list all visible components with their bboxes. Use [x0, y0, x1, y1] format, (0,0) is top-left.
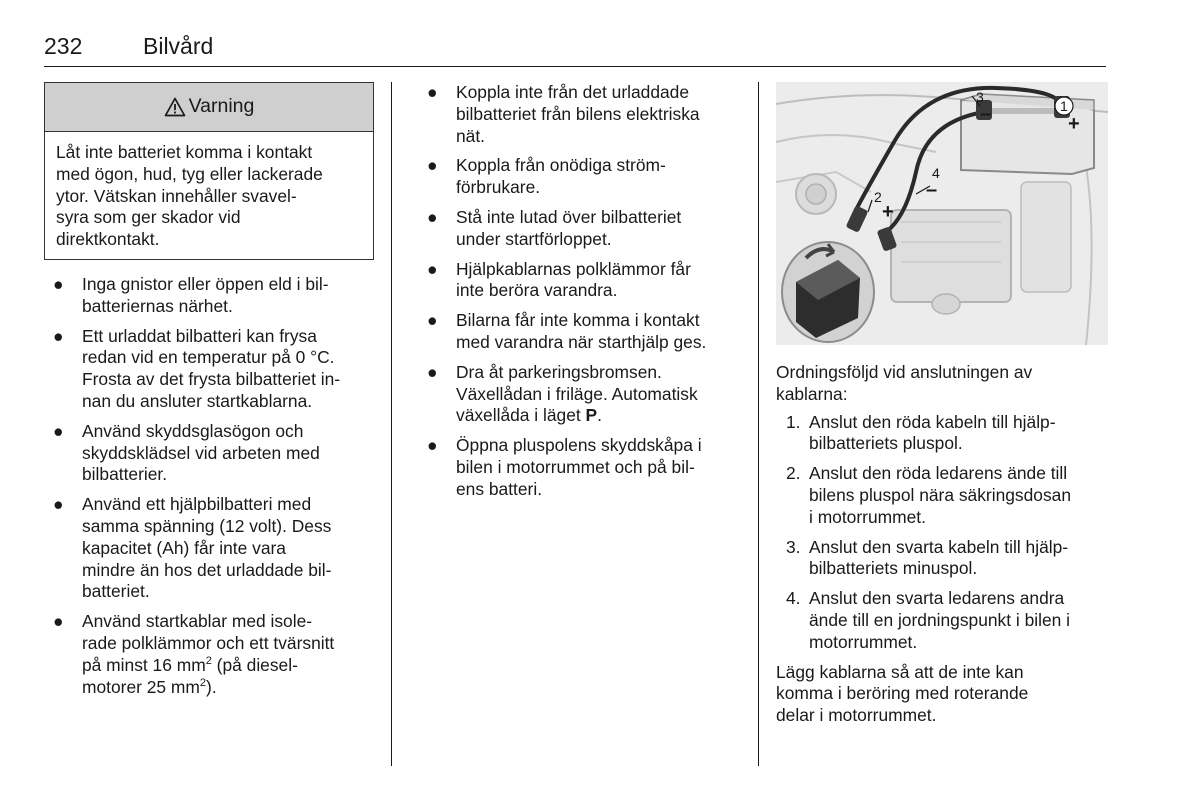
callout-4: 4	[932, 165, 940, 181]
bullet: ●	[53, 325, 64, 346]
list-item: ● Inga gnistor eller öppen eld i bil- batteriernas närhet.	[53, 273, 329, 316]
warning-triangle-icon	[164, 97, 186, 117]
sequence-intro: Ordningsföljd vid anslutningen av kablarna:	[776, 362, 1033, 404]
list-item: ● Stå inte lutad över bilbatteriet under startförloppet.	[427, 206, 682, 249]
page-header	[44, 30, 1106, 67]
list-item: ● Ett urladdat bilbatteri kan frysa redan vid en temperatur på 0 °C. Frosta av det frysta bilbatteriet in- nan du ansluter startkablarna.	[53, 325, 341, 411]
list-item: ● Dra åt parkeringsbromsen. Växellådan i friläge. Automatisk växellåda i läget P.	[427, 361, 698, 426]
plus-sign: +	[1068, 113, 1080, 135]
column-left	[44, 82, 374, 706]
minus-sign: –	[980, 103, 992, 125]
vehicle-battery-inset	[782, 242, 874, 342]
list-item: ● Öppna pluspolens skyddskåpa i bilen i motorrummet och på bil- ens batteri.	[427, 435, 702, 499]
cable-routing-note: Lägg kablarna så att de inte kan komma i beröring med roterande delar i motorrummet.	[776, 661, 1029, 726]
bullet: ●	[53, 420, 64, 441]
bullet: ●	[427, 82, 438, 102]
column-divider	[391, 82, 392, 766]
list-item: ● Koppla från onödiga ström- förbrukare.	[427, 155, 666, 198]
connection-steps	[776, 412, 1108, 654]
list-item: ● Använd ett hjälpbilbatteri med samma spänning (12 volt). Dess kapacitet (Ah) får inte vara mindre än hos det urladdade bil- batteriet.	[53, 494, 332, 602]
bullet: ●	[427, 361, 438, 382]
callout-1: 1	[1060, 98, 1068, 114]
procedure-list	[418, 82, 740, 501]
callout-2: 2	[874, 189, 882, 205]
list-item: 4. Anslut den svarta ledarens andra ände till en jordningspunkt i bilen i motorrummet.	[786, 588, 1071, 652]
warning-header	[45, 83, 373, 132]
list-item: 1. Anslut den röda kabeln till hjälp- bilbatteriets pluspol.	[786, 411, 1056, 454]
minus-sign: –	[926, 179, 938, 201]
column-divider	[758, 82, 759, 766]
plus-sign: +	[882, 201, 894, 223]
list-item: ● Använd skyddsglasögon och skyddsklädsel vid arbeten med bilbatterier.	[53, 420, 320, 485]
bullet: ●	[53, 611, 64, 632]
column-middle	[418, 82, 740, 509]
warning-title: Varning	[188, 95, 255, 118]
bullet: ●	[427, 155, 438, 176]
list-item: 3. Anslut den svarta kabeln till hjälp- bilbatteriets minuspol.	[786, 536, 1069, 579]
bullet: ●	[427, 206, 438, 227]
list-item: 2. Anslut den röda ledarens ände till bilens pluspol nära säkringsdosan i motorrummet.	[786, 463, 1071, 527]
column-right	[776, 82, 1108, 727]
list-item: ● Bilarna får inte komma i kontakt med varandra när starthjälp ges.	[427, 310, 707, 352]
warning-box	[44, 82, 374, 260]
jump-start-illustration	[776, 82, 1108, 345]
list-item: ● Koppla inte från det urladdade bilbatteriet från bilens elektriska nät.	[427, 82, 700, 146]
page-number: 232	[44, 33, 83, 59]
safety-list	[44, 274, 374, 698]
bullet: ●	[427, 310, 438, 331]
bullet: ●	[53, 494, 64, 515]
list-item: ● Hjälpkablarnas polklämmor får inte beröra varandra.	[427, 258, 691, 301]
bullet: ●	[427, 435, 438, 456]
callout-3: 3	[976, 89, 984, 105]
page-title: Bilvård	[143, 33, 214, 59]
bullet: ●	[427, 258, 438, 279]
list-item: ● Använd startkablar med isole- rade polklämmor och ett tvärsnitt på minst 16 $mm^2$ (på diesel- motorer 25 $mm^2$).	[53, 611, 335, 697]
warning-text: Låt inte batteriet komma i kontakt med ögon, hud, tyg eller lackerade ytor. Vätskan innehåller svavel- syra som ger skador vid direktkontakt.	[56, 142, 323, 250]
bullet: ●	[53, 273, 64, 294]
